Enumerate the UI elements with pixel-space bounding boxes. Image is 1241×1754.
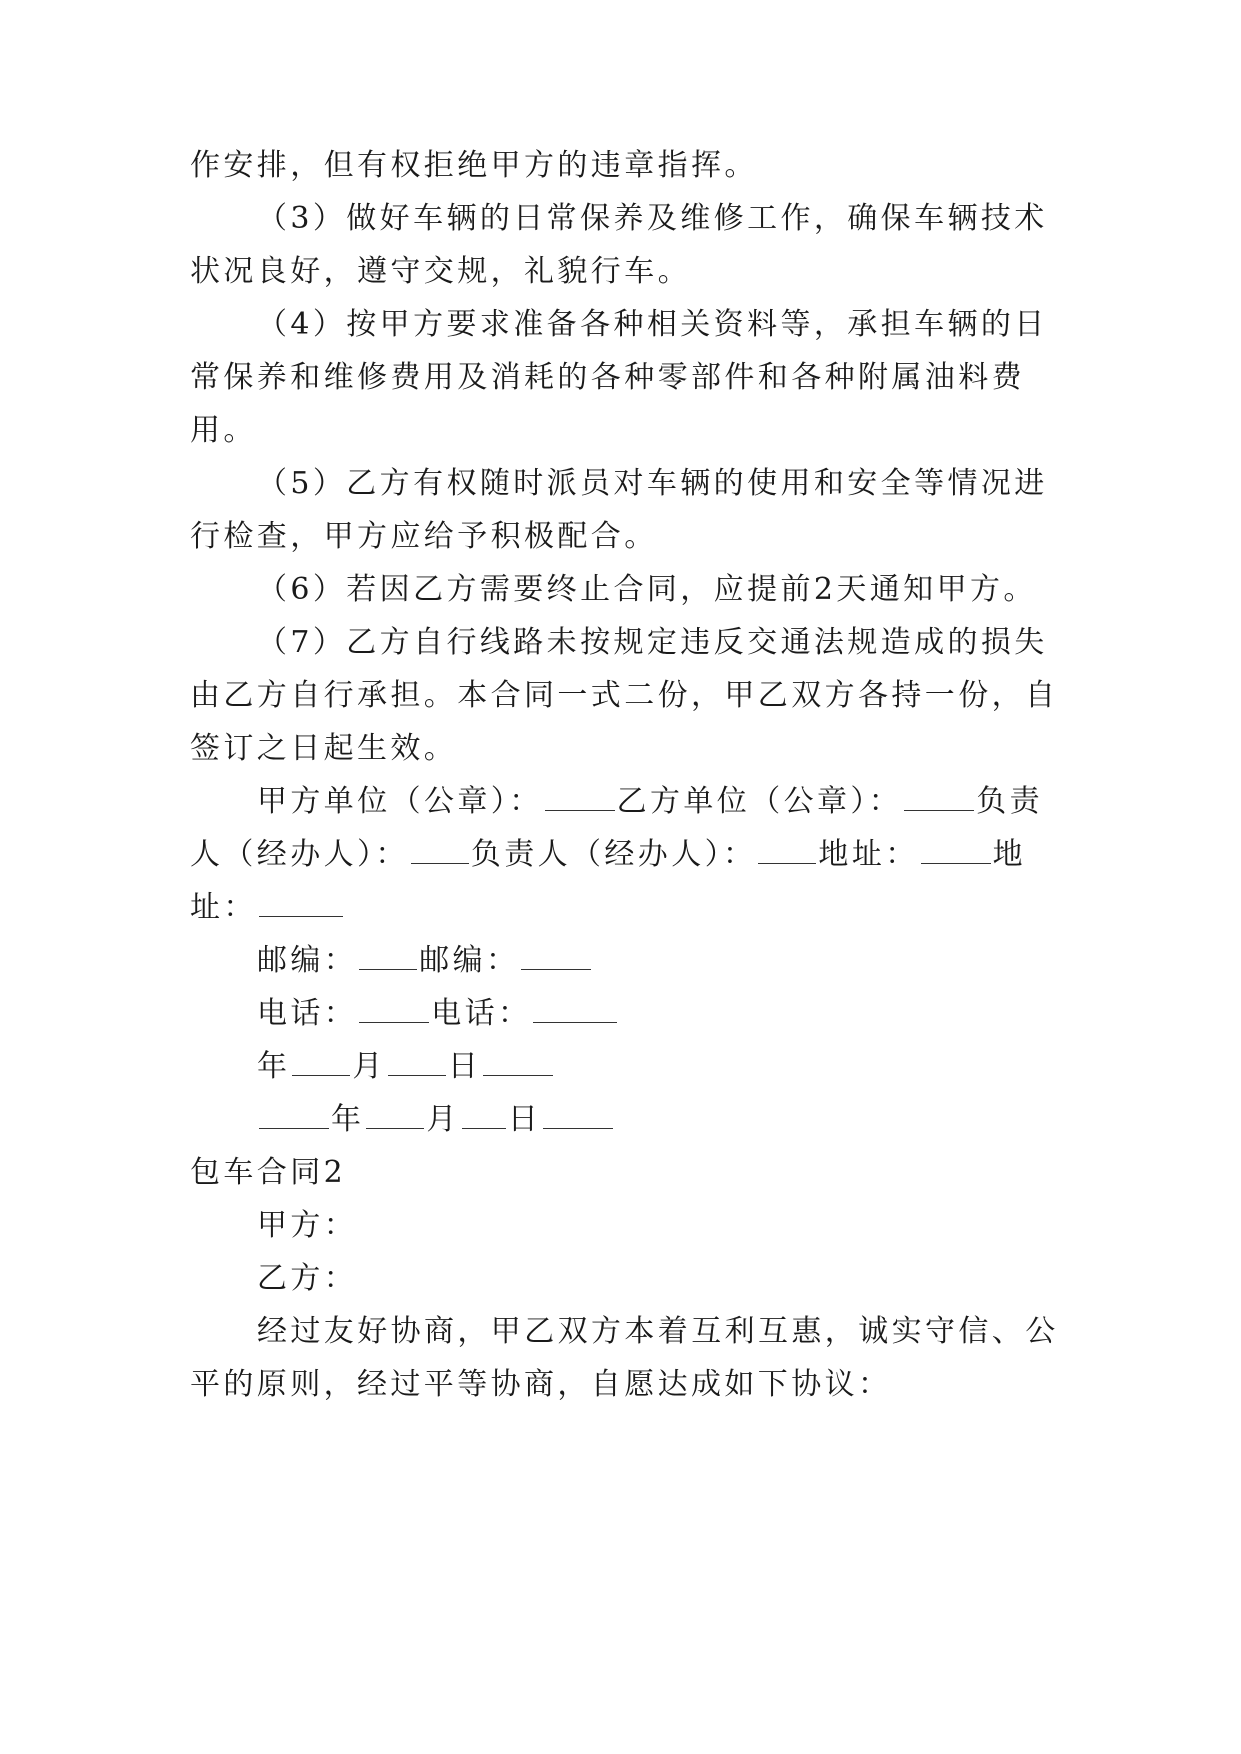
postcode-label-a: 邮编： — [257, 943, 358, 978]
intro-paragraph-continued: 平的原则，经过平等协商，自愿达成如下协议： — [190, 1367, 892, 1402]
blank-field — [359, 943, 417, 970]
blank-field — [259, 890, 343, 917]
intro-paragraph: 经过友好协商，甲乙双方本着互利互惠，诚实守信、公 — [257, 1314, 1059, 1349]
body-line: 常保养和维修费用及消耗的各种零部件和各种附属油料费 — [190, 360, 1025, 395]
address-label: 地址： — [818, 837, 919, 872]
body-line: 状况良好，遵守交规，礼貌行车。 — [190, 254, 691, 289]
year-label: 年 — [257, 1049, 291, 1084]
month-label: 月 — [426, 1102, 460, 1137]
contract-heading: 包车合同2 — [190, 1155, 347, 1190]
blank-field — [904, 784, 974, 811]
responsible-label-part: 负责 — [976, 784, 1044, 819]
blank-field — [259, 1102, 329, 1129]
party-a-unit-label: 甲方单位（公章）： — [257, 784, 543, 819]
phone-label-b: 电话： — [431, 996, 532, 1031]
party-b-label: 乙方： — [257, 1261, 358, 1296]
clause-7: （7）乙方自行线路未按规定违反交通法规造成的损失 — [257, 625, 1048, 660]
year-label: 年 — [331, 1102, 365, 1137]
clause-3: （3）做好车辆的日常保养及维修工作，确保车辆技术 — [257, 201, 1048, 236]
phone-label-a: 电话： — [257, 996, 358, 1031]
blank-field — [388, 1049, 446, 1076]
blank-field — [521, 943, 591, 970]
blank-field — [533, 996, 617, 1023]
date-line-1 — [257, 1047, 1117, 1087]
day-label: 日 — [447, 1049, 482, 1084]
blank-field — [359, 996, 429, 1023]
blank-field — [758, 837, 816, 864]
date-line-2 — [257, 1100, 1117, 1140]
signature-line-3 — [190, 888, 1050, 928]
blank-field — [366, 1102, 424, 1129]
blank-field — [292, 1049, 350, 1076]
agent-label: 人（经办人）： — [190, 837, 409, 872]
blank-field — [483, 1049, 553, 1076]
body-line: 由乙方自行承担。本合同一式二份，甲乙双方各持一份，自 — [190, 678, 1059, 713]
body-line: 签订之日起生效。 — [190, 731, 458, 766]
blank-field — [462, 1102, 506, 1129]
signature-line-1 — [257, 782, 1117, 822]
day-label: 日 — [507, 1102, 542, 1137]
postcode-line — [257, 941, 1117, 981]
clause-4: （4）按甲方要求准备各种相关资料等，承担车辆的日 — [257, 307, 1048, 342]
responsible-agent-label: 负责人（经办人）： — [470, 837, 757, 872]
body-line: 用。 — [190, 413, 257, 448]
party-a-label: 甲方： — [257, 1208, 358, 1243]
address-label-part: 地 — [992, 837, 1027, 872]
blank-field — [543, 1102, 613, 1129]
postcode-label-b: 邮编： — [419, 943, 520, 978]
clause-5: （5）乙方有权随时派员对车辆的使用和安全等情况进 — [257, 466, 1048, 501]
blank-field — [545, 784, 615, 811]
blank-field — [411, 837, 469, 864]
party-b-unit-label: 乙方单位（公章）： — [616, 784, 903, 819]
signature-line-2 — [190, 835, 1050, 875]
month-label: 月 — [352, 1049, 386, 1084]
address-label-rest: 址： — [190, 890, 257, 925]
blank-field — [921, 837, 991, 864]
body-line: 行检查，甲方应给予积极配合。 — [190, 519, 658, 554]
phone-line — [257, 994, 1117, 1034]
clause-6: （6）若因乙方需要终止合同，应提前2天通知甲方。 — [257, 572, 1037, 607]
body-line: 作安排，但有权拒绝甲方的违章指挥。 — [190, 148, 758, 183]
